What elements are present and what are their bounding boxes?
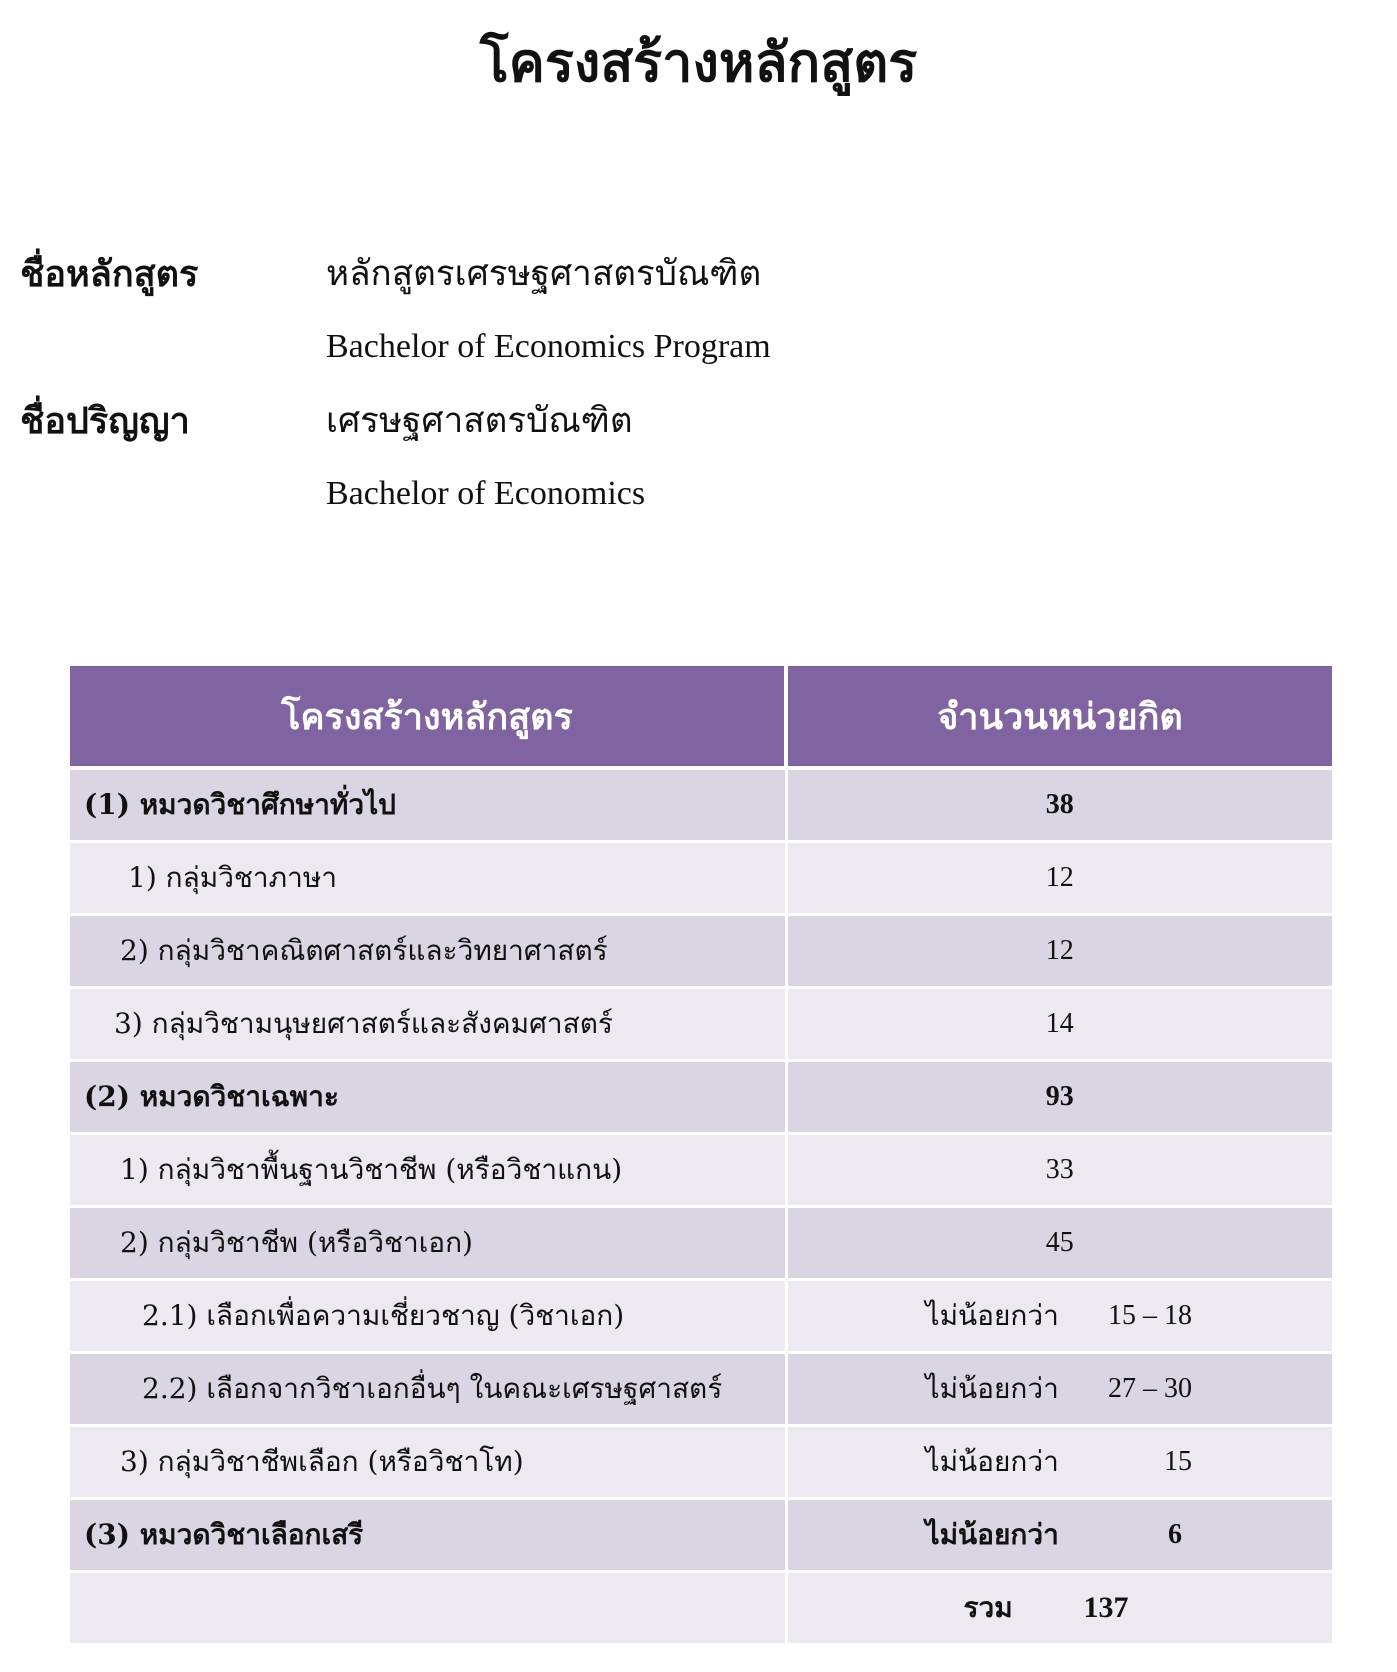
credits-value: 33 bbox=[786, 1134, 1332, 1207]
min-credits-label: ไม่น้อยกว่า bbox=[925, 1372, 1059, 1405]
total-cell bbox=[786, 1572, 1332, 1645]
table-row bbox=[70, 1499, 1332, 1572]
subgroup-label: 1) กลุ่มวิชาภาษา bbox=[70, 842, 786, 915]
credits-value: 93 bbox=[786, 1061, 1332, 1134]
subgroup-label: 3) กลุ่มวิชาชีพเลือก (หรือวิชาโท) bbox=[70, 1426, 786, 1499]
credits-value: 12 bbox=[786, 915, 1332, 988]
category-label: (1) หมวดวิชาศึกษาทั่วไป bbox=[70, 768, 786, 842]
table-row bbox=[70, 1207, 1332, 1280]
subgroup-label: 2.1) เลือกเพื่อความเชี่ยวชาญ (วิชาเอก) bbox=[70, 1280, 786, 1353]
table-row bbox=[70, 1280, 1332, 1353]
degree-name-thai: เศรษฐศาสตรบัณฑิต bbox=[326, 401, 633, 441]
category-label: (3) หมวดวิชาเลือกเสรี bbox=[70, 1499, 786, 1572]
subgroup-label: 2) กลุ่มวิชาชีพ (หรือวิชาเอก) bbox=[70, 1207, 786, 1280]
credits-value: 15 bbox=[1164, 1446, 1192, 1477]
credits-value: 12 bbox=[786, 842, 1332, 915]
credits-value: 38 bbox=[786, 768, 1332, 842]
credits-value: 14 bbox=[786, 988, 1332, 1061]
min-credits-label: ไม่น้อยกว่า bbox=[925, 1445, 1059, 1478]
table-row bbox=[70, 842, 1332, 915]
total-empty-cell bbox=[70, 1572, 786, 1645]
subgroup-label: 2.2) เลือกจากวิชาเอกอื่นๆ ในคณะเศรษฐศาสตร์ bbox=[70, 1353, 786, 1426]
category-label: (2) หมวดวิชาเฉพาะ bbox=[70, 1061, 786, 1134]
subgroup-label: 3) กลุ่มวิชามนุษยศาสตร์และสังคมศาสตร์ bbox=[70, 988, 786, 1061]
page-title: โครงสร้างหลักสูตร bbox=[479, 30, 918, 94]
subgroup-label: 1) กลุ่มวิชาพื้นฐานวิชาชีพ (หรือวิชาแกน) bbox=[70, 1134, 786, 1207]
credits-value: 45 bbox=[786, 1207, 1332, 1280]
curriculum-structure-table bbox=[70, 666, 1332, 1646]
table-row bbox=[70, 1061, 1332, 1134]
header-credits: จำนวนหน่วยกิต bbox=[786, 666, 1332, 768]
table-total-row bbox=[70, 1572, 1332, 1645]
credits-cell bbox=[786, 1353, 1332, 1426]
program-name-thai: หลักสูตรเศรษฐศาสตรบัณฑิต bbox=[326, 254, 762, 294]
header-structure: โครงสร้างหลักสูตร bbox=[70, 666, 786, 768]
total-value: 137 bbox=[1083, 1591, 1129, 1624]
credits-cell bbox=[786, 1280, 1332, 1353]
credits-value: 15 – 18 bbox=[1108, 1300, 1192, 1331]
table-row bbox=[70, 768, 1332, 842]
credits-value: 27 – 30 bbox=[1108, 1373, 1192, 1404]
program-name-english: Bachelor of Economics Program bbox=[326, 328, 771, 365]
total-label: รวม bbox=[963, 1591, 1013, 1624]
credits-cell bbox=[786, 1426, 1332, 1499]
credits-value: 6 bbox=[1168, 1519, 1182, 1550]
min-credits-label: ไม่น้อยกว่า bbox=[925, 1518, 1059, 1551]
degree-name-english: Bachelor of Economics bbox=[326, 475, 646, 512]
table-row bbox=[70, 1353, 1332, 1426]
table-row bbox=[70, 1134, 1332, 1207]
program-name-label: ชื่อหลักสูตร bbox=[20, 253, 199, 295]
credits-cell bbox=[786, 1499, 1332, 1572]
degree-name-label: ชื่อปริญญา bbox=[20, 400, 190, 442]
table-header-row bbox=[70, 666, 1332, 768]
table-row bbox=[70, 988, 1332, 1061]
min-credits-label: ไม่น้อยกว่า bbox=[925, 1299, 1059, 1332]
subgroup-label: 2) กลุ่มวิชาคณิตศาสตร์และวิทยาศาสตร์ bbox=[70, 915, 786, 988]
table-row bbox=[70, 1426, 1332, 1499]
table-row bbox=[70, 915, 1332, 988]
